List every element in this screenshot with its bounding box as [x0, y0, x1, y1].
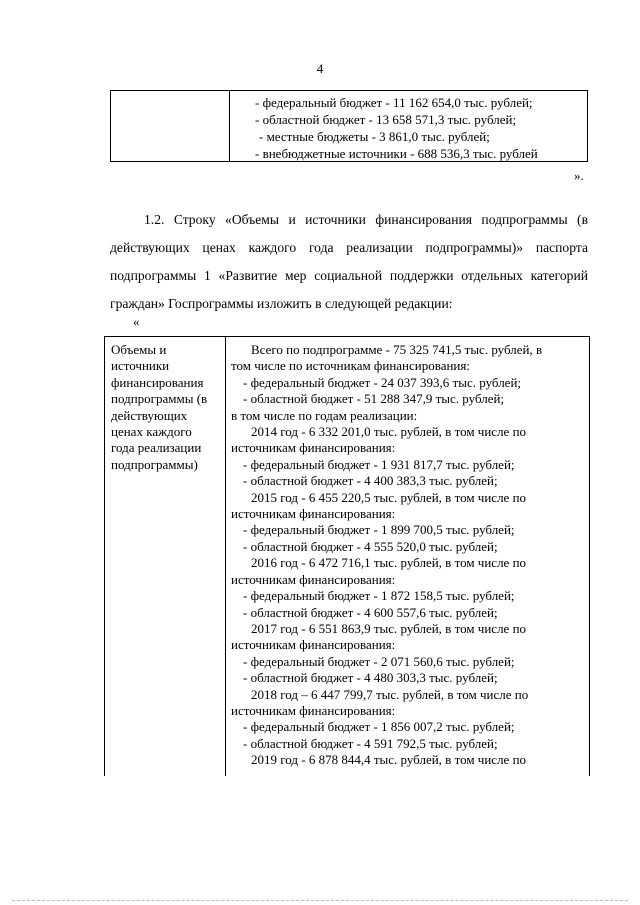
subprogram-funding-table: [104, 336, 590, 776]
funding-detail-line: - федеральный бюджет - 1 899 700,5 тыс. рублей;: [243, 522, 515, 538]
table-column-divider: [229, 91, 230, 161]
top-funding-table: [110, 90, 588, 162]
row-header-line: действующих: [111, 407, 188, 423]
row-header-line: источники: [111, 358, 170, 374]
funding-detail-line: том числе по источникам финансирования:: [231, 358, 470, 374]
paragraph-line: подпрограммы 1 «Развитие мер социальной поддержки отдельных категорий: [110, 268, 588, 283]
top-table-line: - внебюджетные источники - 688 536,3 тыс. рублей: [255, 146, 538, 161]
funding-detail-line: источникам финансирования:: [231, 702, 396, 718]
table-column-divider: [225, 337, 226, 776]
funding-detail-line: источникам финансирования:: [231, 637, 396, 653]
row-header-line: финансирования: [111, 374, 204, 390]
top-table-line: - местные бюджеты - 3 861,0 тыс. рублей;: [259, 129, 490, 144]
funding-details-cell: [231, 342, 587, 769]
page-number: 4: [316, 61, 324, 76]
row-header-line: ценах каждого: [111, 424, 192, 440]
paragraph-line: 1.2. Строку «Объемы и источники финансирования подпрограммы (в: [144, 212, 588, 227]
paragraph-line: действующих ценах каждого года реализации подпрограммы)» паспорта: [110, 240, 588, 255]
funding-detail-line: Всего по подпрограмме - 75 325 741,5 тыс. рублей, в: [251, 342, 543, 357]
funding-detail-line: - федеральный бюджет - 1 931 817,7 тыс. рублей;: [243, 456, 515, 472]
funding-detail-line: источникам финансирования:: [231, 440, 396, 456]
funding-detail-line: - федеральный бюджет - 24 037 393,6 тыс. рублей;: [243, 374, 522, 390]
funding-detail-line: - областной бюджет - 4 591 792,5 тыс. рублей;: [243, 735, 498, 751]
funding-detail-line: 2019 год - 6 878 844,4 тыс. рублей, в том числе по: [251, 752, 527, 768]
funding-detail-line: 2016 год - 6 472 716,1 тыс. рублей, в том числе по: [251, 555, 527, 571]
page-bottom-edge: [12, 900, 628, 901]
funding-detail-line: - областной бюджет - 4 480 303,3 тыс. рублей;: [243, 670, 498, 686]
funding-detail-line: 2018 год – 6 447 799,7 тыс. рублей, в том числе по: [251, 686, 529, 702]
funding-detail-line: 2014 год - 6 332 201,0 тыс. рублей, в том числе по: [251, 424, 527, 440]
funding-detail-line: источникам финансирования:: [231, 571, 396, 587]
row-header-line: Объемы и: [111, 342, 167, 357]
funding-detail-line: - областной бюджет - 4 555 520,0 тыс. рублей;: [243, 538, 498, 554]
funding-detail-line: - областной бюджет - 51 288 347,9 тыс. рублей;: [243, 391, 505, 407]
row-header-line: подпрограммы): [111, 456, 198, 472]
funding-detail-line: - федеральный бюджет - 1 872 158,5 тыс. рублей;: [243, 588, 515, 604]
row-header-line: года реализации: [111, 440, 202, 456]
paragraph-line: граждан» Госпрограммы изложить в следующей редакции:: [110, 296, 453, 311]
opening-quote: «: [133, 314, 140, 329]
funding-detail-line: источникам финансирования:: [231, 506, 396, 522]
funding-detail-line: - федеральный бюджет - 2 071 560,6 тыс. рублей;: [243, 653, 515, 669]
funding-detail-line: - федеральный бюджет - 1 856 007,2 тыс. рублей;: [243, 719, 515, 735]
funding-detail-line: - областной бюджет - 4 600 557,6 тыс. рублей;: [243, 604, 498, 620]
row-header-cell: [111, 342, 221, 473]
funding-detail-line: 2017 год - 6 551 863,9 тыс. рублей, в том числе по: [251, 620, 527, 636]
top-table-line: - федеральный бюджет - 11 162 654,0 тыс. рублей;: [255, 95, 533, 110]
funding-detail-line: - областной бюджет - 4 400 383,3 тыс. рублей;: [243, 473, 498, 489]
funding-detail-line: 2015 год - 6 455 220,5 тыс. рублей, в том числе по: [251, 489, 527, 505]
amendment-paragraph: [110, 206, 588, 318]
top-table-line: - областной бюджет - 13 658 571,3 тыс. рублей;: [255, 112, 517, 127]
closing-quote: ».: [574, 168, 584, 183]
funding-detail-line: в том числе по годам реализации:: [231, 407, 418, 423]
row-header-line: подпрограммы (в: [111, 391, 208, 407]
